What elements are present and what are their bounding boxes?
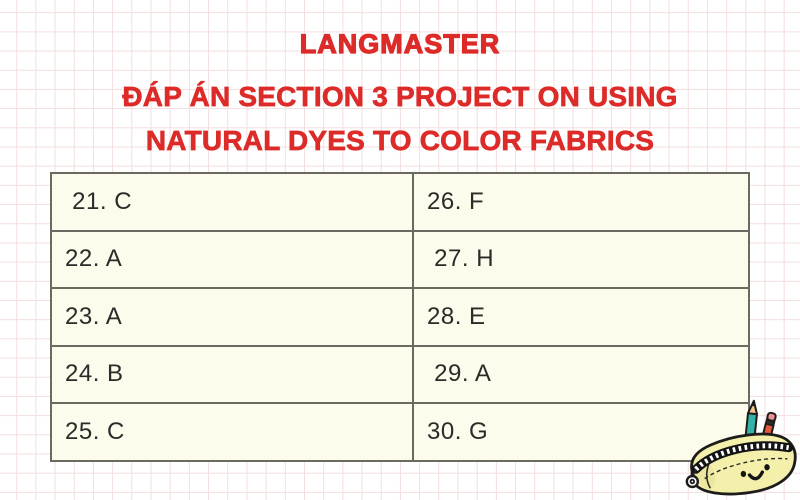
answer-cell-25: 25. C [51,403,413,461]
answer-cell-23: 23. A [51,288,413,346]
langmaster-logo: LANGMASTER [299,29,501,59]
page-title-line1: ĐÁP ÁN SECTION 3 PROJECT ON USING [122,81,678,112]
answer-table [50,172,750,462]
answer-cell-30: 30. G [413,403,749,461]
answer-cell-26: 26. F [413,173,749,231]
answer-cell-22: 22. A [51,231,413,289]
zipper-pull-icon [686,476,698,488]
table-row [51,173,749,231]
page-title-line2: NATURAL DYES TO COLOR FABRICS [145,125,655,156]
table-row [51,346,749,404]
answer-cell-21: 21. C [51,173,413,231]
table-row [51,231,749,289]
table-row [51,288,749,346]
answer-cell-29: 29. A [413,346,749,404]
answer-cell-28: 28. E [413,288,749,346]
pencil-case-illustration [682,398,800,500]
answer-cell-24: 24. B [51,346,413,404]
answer-cell-27: 27. H [413,231,749,289]
page-title [0,75,800,163]
table-row [51,403,749,461]
